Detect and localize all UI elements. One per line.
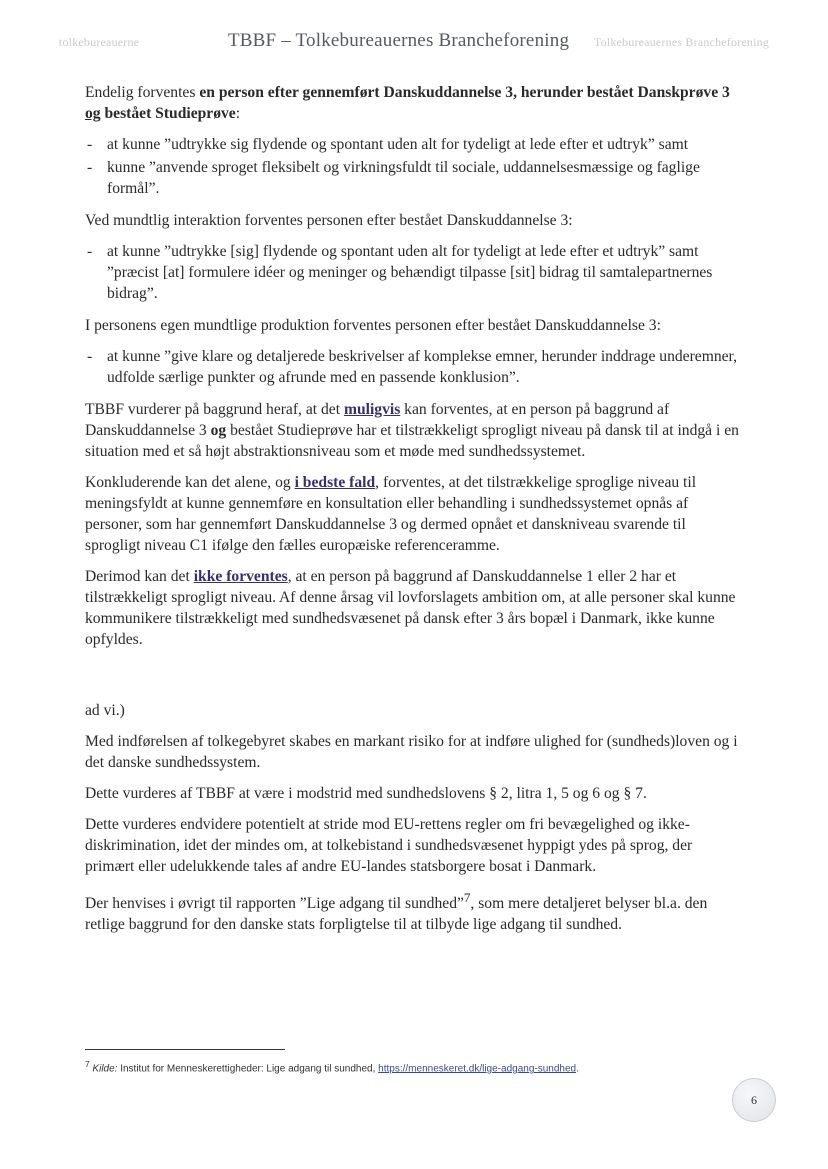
header-right-fade: Tolkebureauernes Brancheforening: [593, 35, 770, 49]
page-header: [0, 30, 828, 52]
footnote: [85, 1059, 745, 1074]
page-number: 6: [751, 1092, 757, 1107]
page-number-globe-icon: [732, 1078, 776, 1122]
paragraph-conclusion: [85, 472, 745, 556]
footnote-divider: [85, 1049, 285, 1050]
list-item: - kunne ”anvende sproget fleksibelt og virkningsfuldt til sociale, uddannelsesmæssige og faglige formål”.: [85, 157, 745, 199]
emphasis-muligvis: muligvis: [343, 401, 401, 418]
text-colon: :: [235, 105, 241, 122]
text-bold: bestået Studieprøve: [100, 105, 236, 122]
paragraph-report-reference: [85, 887, 745, 935]
text: bestået Studieprøve har et tilstrækkeligt sprogligt niveau på dansk til at indgå i en situation med et så højt abstraktionsniveau som et møde med sundhedssystemet.: [85, 422, 739, 460]
text-lead: Endelig forventes: [85, 84, 200, 101]
paragraph-not-expected: [85, 566, 745, 650]
paragraph-expectation-intro: [85, 82, 745, 124]
text: TBBF vurderer på baggrund heraf, at det: [85, 401, 344, 418]
list-item: - at kunne ”udtrykke sig flydende og spontant uden alt for tydeligt at lede efter et udtryk” samt: [85, 134, 745, 155]
oral-production-list: [85, 346, 745, 388]
paragraph-assessment: [85, 399, 745, 462]
paragraph-oral-interaction: Ved mundtlig interaktion forventes personen efter bestået Danskuddannelse 3:: [85, 212, 573, 229]
text: Der henvises i øvrigt til rapporten ”Lige adgang til sundhed”: [85, 895, 464, 913]
footnote-link[interactable]: https://menneskeret.dk/lige-adgang-sundhed: [378, 1063, 577, 1075]
expectation-list: [85, 134, 745, 199]
text: , forventes, at det tilstrækkelige sproglige niveau til meningsfyldt at kunne gennemføre en konsultation eller behandling i sundhedssystemet opnås af personer, som har gennemført Danskuddannelse 3 og dermed opnået et danskniveau svarende til sprogligt niveau C1 ifølge den fælles europæiske referenceramme.: [85, 474, 697, 554]
header-title: TBBF – Tolkebureauernes Brancheforening: [227, 30, 570, 51]
oral-interaction-list: [85, 241, 745, 304]
text-bold-underlined: og: [85, 105, 101, 122]
emphasis-og: og: [210, 422, 227, 439]
text: Derimod kan det: [85, 568, 194, 585]
header-left-fade: tolkebureauerne: [58, 35, 140, 49]
text: Konkluderende kan det alene, og: [85, 474, 295, 491]
paragraph-sundhedslov: Dette vurderes af TBBF at være i modstrid med sundhedslovens § 2, litra 1, 5 og 6 og § 7.: [85, 785, 647, 802]
paragraph-oral-production: I personens egen mundtlige produktion forventes personen efter bestået Danskuddannelse 3:: [85, 317, 661, 334]
document-body: [85, 82, 745, 945]
footnote-label: Kilde:: [92, 1063, 118, 1075]
paragraph-ad-vi: ad vi.): [85, 702, 125, 719]
list-item: - at kunne ”give klare og detaljerede beskrivelser af komplekse emner, herunder inddrage underemner, udfolde særlige punkter og afrunde med en passende konklusion”.: [85, 346, 745, 388]
footnote-text: Institut for Menneskerettigheder: Lige adgang til sundhed,: [117, 1063, 379, 1075]
footnote-end: .: [576, 1063, 579, 1075]
text: , at en person på baggrund af Danskuddannelse 1 eller 2 har et tilstrækkeligt sprogligt niveau. Af denne årsag vil lovforslagets ambition om, at alle personer skal kunne kommunikere tilstrækkeligt med sundhedsvæsenet på dansk efter 3 års bopæl i Danmark, ikke kunne opfyldes.: [85, 568, 736, 648]
emphasis-bedste-fald: i bedste fald: [294, 474, 376, 491]
footnote-ref[interactable]: 7: [463, 890, 471, 905]
spacer: [85, 660, 745, 700]
list-item: - at kunne ”udtrykke [sig] flydende og spontant uden alt for tydeligt at lede efter et udtryk” samt ”præcist [at] formulere idéer og meninger og behændigt tilpasse [sit] bidrag til samtalepartnernes bidrag”.: [85, 241, 745, 304]
footnote-number: 7: [85, 1059, 90, 1069]
text-bold: en person efter gennemført Danskuddannelse 3, herunder bestået Danskprøve 3: [199, 84, 730, 101]
paragraph-eu-ret: Dette vurderes endvidere potentielt at stride mod EU-rettens regler om fri bevægelighed og ikke-diskrimination, idet der mindes om, at tolkebistand i sundhedsvæsenet hyppigt ydes på sprog, der primært eller udelukkende tales af andre EU-landes statsborgere bosat i Danmark.: [85, 816, 693, 875]
text: , som mere detaljeret belyser bl.a. den retlige baggrund for den danske stats forpligtelse til at tilbyde lige adgang til sundhed.: [85, 895, 708, 934]
emphasis-ikke-forventes: ikke forventes: [193, 568, 288, 585]
paragraph-tolkegebyr: Med indførelsen af tolkegebyret skabes en markant risiko for at indføre ulighed for (sundheds)loven og i det danske sundhedssystem.: [85, 733, 738, 771]
text: kan forventes, at en person på baggrund af Danskuddannelse 3: [85, 401, 670, 439]
